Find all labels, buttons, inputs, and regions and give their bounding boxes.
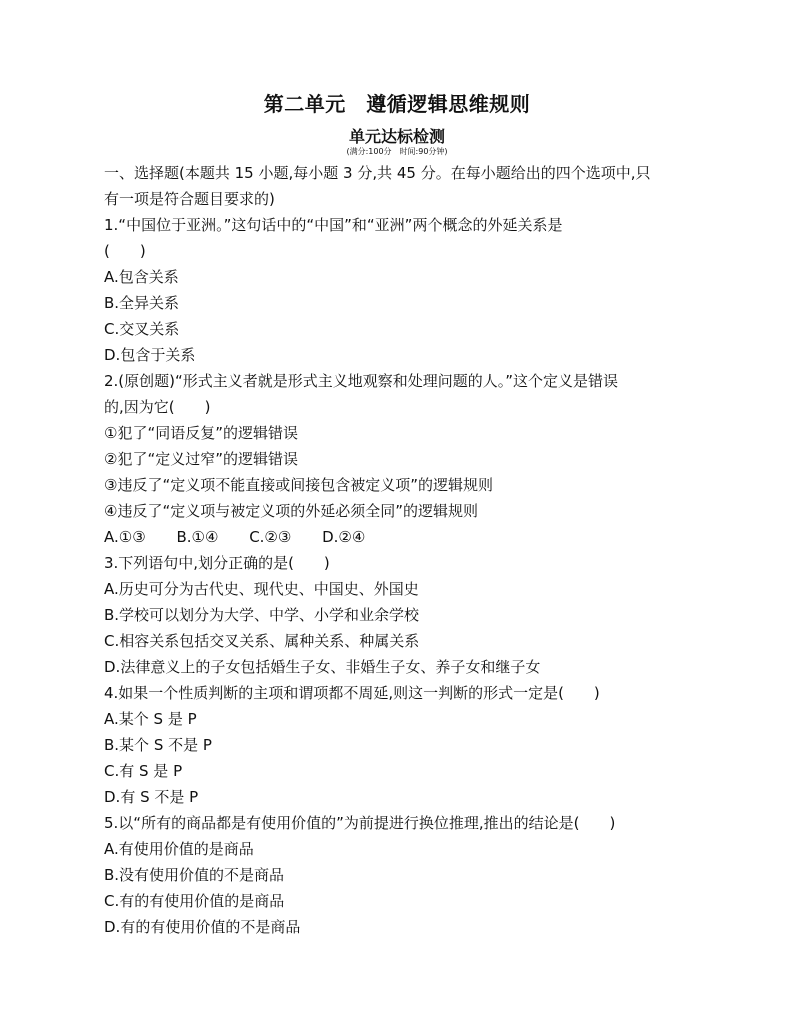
question-2-stem-line-2: 的,因为它( ) [104,398,211,416]
question-4-option-a: A.某个 S 是 P [104,710,197,728]
question-1-option-b: B.全异关系 [104,294,180,312]
question-2-options [104,524,704,550]
section-instructions-line-1: 一、选择题(本题共 15 小题,每小题 3 分,共 45 分。在每小题给出的四个选项中,只 [104,164,651,182]
question-2-option-d: D.②④ [322,528,366,546]
question-2-option-b: B.①④ [176,528,219,546]
score-time-info: (满分:100分 时间:90分钟) [346,147,448,156]
question-4-option-d: D.有 S 不是 P [104,788,199,806]
question-5-option-b: B.没有使用价值的不是商品 [104,866,285,884]
question-1-option-d: D.包含于关系 [104,346,196,364]
question-1-stem: 1.“中国位于亚洲。”这句话中的“中国”和“亚洲”两个概念的外延关系是 [104,216,563,234]
section-instructions-line-2: 有一项是符合题目要求的) [104,190,275,208]
question-1-option-a: A.包含关系 [104,268,179,286]
test-title: 单元达标检测 [348,127,445,146]
question-4-option-b: B.某个 S 不是 P [104,736,212,754]
question-2-option-c: C.②③ [249,528,292,546]
question-list [104,160,704,940]
question-3-stem: 3.下列语句中,划分正确的是( ) [104,554,330,572]
unit-title: 第二单元 遵循逻辑思维规则 [263,92,531,116]
question-3-option-a: A.历史可分为古代史、现代史、中国史、外国史 [104,580,419,598]
question-4-stem: 4.如果一个性质判断的主项和谓项都不周延,则这一判断的形式一定是( ) [104,684,600,702]
question-5-option-d: D.有的有使用价值的不是商品 [104,918,301,936]
question-4-option-c: C.有 S 是 P [104,762,183,780]
question-2-stem-line-1: 2.(原创题)“形式主义者就是形式主义地观察和处理问题的人。”这个定义是错误 [104,372,619,390]
question-5-option-c: C.有的有使用价值的是商品 [104,892,285,910]
question-3-option-b: B.学校可以划分为大学、中学、小学和业余学校 [104,606,420,624]
question-2-option-a: A.①③ [104,528,146,546]
question-1-answer-blank: ( ) [104,242,146,260]
question-2-item-3: ③违反了“定义项不能直接或间接包含被定义项”的逻辑规则 [104,476,493,494]
question-5-stem: 5.以“所有的商品都是有使用价值的”为前提进行换位推理,推出的结论是( ) [104,814,616,832]
question-3-option-c: C.相容关系包括交叉关系、属种关系、种属关系 [104,632,420,650]
question-2-item-2: ②犯了“定义过窄”的逻辑错误 [104,450,298,468]
question-2-item-4: ④违反了“定义项与被定义项的外延必须全同”的逻辑规则 [104,502,478,520]
question-5-option-a: A.有使用价值的是商品 [104,840,254,858]
question-1-option-c: C.交叉关系 [104,320,180,338]
question-3-option-d: D.法律意义上的子女包括婚生子女、非婚生子女、养子女和继子女 [104,658,541,676]
question-2-item-1: ①犯了“同语反复”的逻辑错误 [104,424,298,442]
